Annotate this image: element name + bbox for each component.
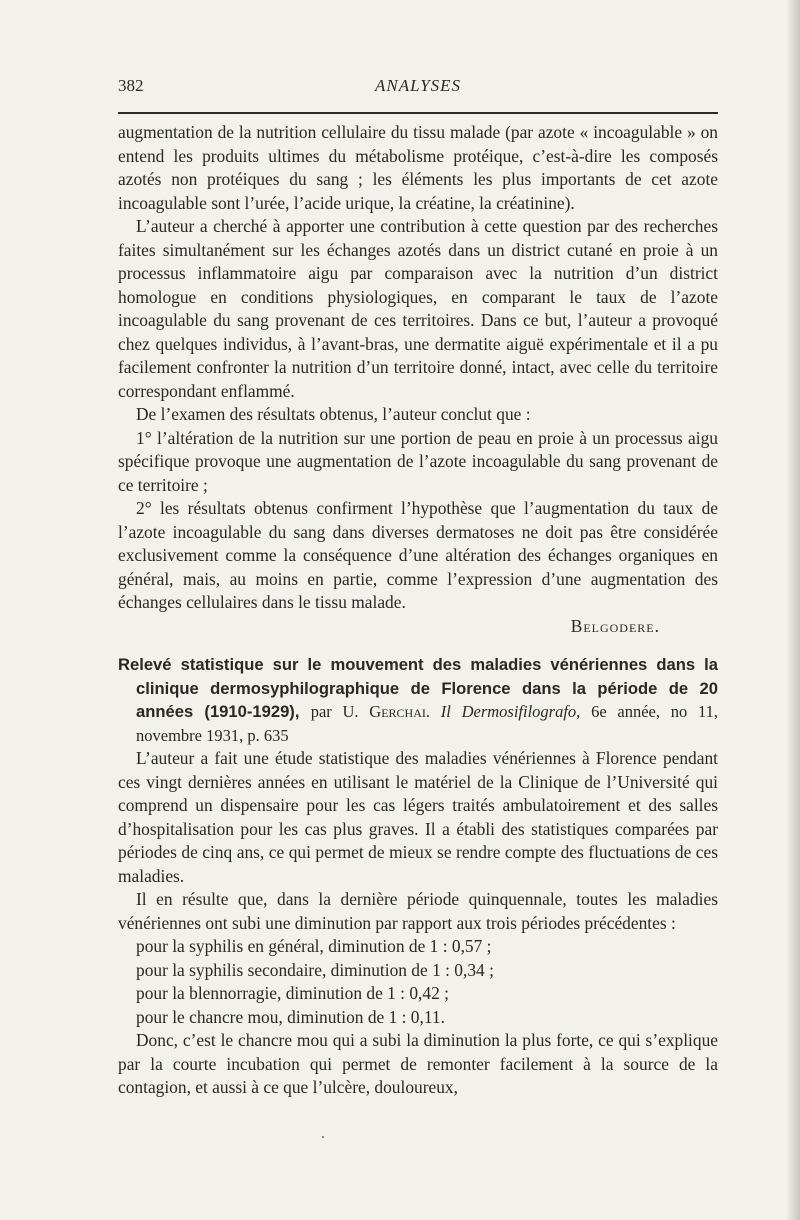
cite-details: 6e année, no 11, novembre 1931, p. 635	[136, 702, 718, 745]
page-title: ANALYSES	[374, 76, 462, 95]
article-title: Relevé statistique sur le mouvement des maladies vénériennes dans la clinique dermosyphilographique de Florence dans la période de 20 années (1910-1929),	[118, 655, 718, 721]
page-edge-shadow	[786, 0, 800, 1220]
cite-prefix: par	[310, 702, 332, 721]
article-paragraph-2: Il en résulte que, dans la dernière période quinquennale, toutes les maladies vénériennes ont subi une diminution par rapport aux trois périodes précédentes :	[118, 889, 718, 933]
decline-list	[118, 935, 718, 1029]
cite-author: U. Gerchai.	[342, 702, 431, 721]
reviewer-signature: Belgodere.	[570, 615, 660, 636]
paragraph-conclusion-1: 1° l’altération de la nutrition sur une portion de peau en proie à un processus aigu spécifique provoque une augmentation de l’azote incoagulable du sang provenant de ce territoire ;	[118, 427, 718, 495]
header-rule	[118, 112, 718, 114]
article-paragraph-3: Donc, c’est le chancre mou qui a subi la diminution la plus forte, ce qui s’explique par la courte incubation qui permet de remonter facilement à la source de la contagion, et aussi à ce que l’ulcère, douloureux,	[118, 1030, 718, 1097]
paragraph-conclusion-2: 2° les résultats obtenus confirment l’hypothèse que l’augmentation du taux de l’azote incoagulable du sang dans diverses dermatoses ne doit pas être considérée exclusivement comme la conséquence d’une altération des échanges organiques en général, mais, au moins en partie, comme l’expression d’une augmentation des échanges cellulaires dans le tissu malade.	[118, 498, 718, 612]
article-heading	[118, 653, 718, 747]
running-head	[118, 76, 718, 102]
body-text	[118, 121, 718, 1100]
list-item: pour la blennorragie, diminution de 1 : 0,42 ;	[136, 983, 449, 1003]
paragraph-method: L’auteur a cherché à apporter une contribution à cette question par des recherches faites simultanément sur les échanges azotés dans un district cutané en proie à un processus inflammatoire aigu par comparaison avec la nutrition d’un district homologue en conditions physiologiques, en comparant le taux de l’azote incoagulable du sang provenant de ces territoires. Dans ce but, l’auteur a provoqué chez quelques individus, à l’avant-bras, une dermatite aiguë expérimentale et il a pu facilement confronter la nutrition d’un territoire donné, intact, avec celle du territoire correspondant enflammé.	[118, 216, 718, 401]
page-number: 382	[118, 76, 144, 95]
signature-line	[118, 615, 718, 639]
list-item: pour la syphilis en général, diminution de 1 : 0,57 ;	[136, 936, 492, 956]
list-item: pour la syphilis secondaire, diminution de 1 : 0,34 ;	[136, 959, 494, 980]
cite-journal: Il Dermosifilografo,	[440, 702, 581, 721]
article-paragraph-1: L’auteur a fait une étude statistique des maladies vénériennes à Florence pendant ces vingt dernières années en utilisant le matériel de la Clinique de l’Université qui comprend un dispensaire pour les cas légers traités ambulatoirement et des salles d’hospitalisation pour les cas plus graves. Il a établi des statistiques comparées par périodes de cinq ans, ce qui permet de mieux se rendre compte des fluctuations de ces maladies.	[118, 748, 718, 886]
list-item: pour le chancre mou, diminution de 1 : 0,11.	[136, 1006, 445, 1027]
paragraph-conclusion-intro: De l’examen des résultats obtenus, l’auteur conclut que :	[136, 404, 531, 424]
paragraph-continuation: augmentation de la nutrition cellulaire du tissu malade (par azote « incoagulable » on entend les produits ultimes du métabolisme protéique, c’est-à-dire les composés azotés non protéiques du sang ; les éléments les plus importants de cet azote incoagulable sont l’urée, l’acide urique, la créatine, la créatinine).	[118, 122, 718, 213]
paper-speck	[322, 1136, 324, 1138]
